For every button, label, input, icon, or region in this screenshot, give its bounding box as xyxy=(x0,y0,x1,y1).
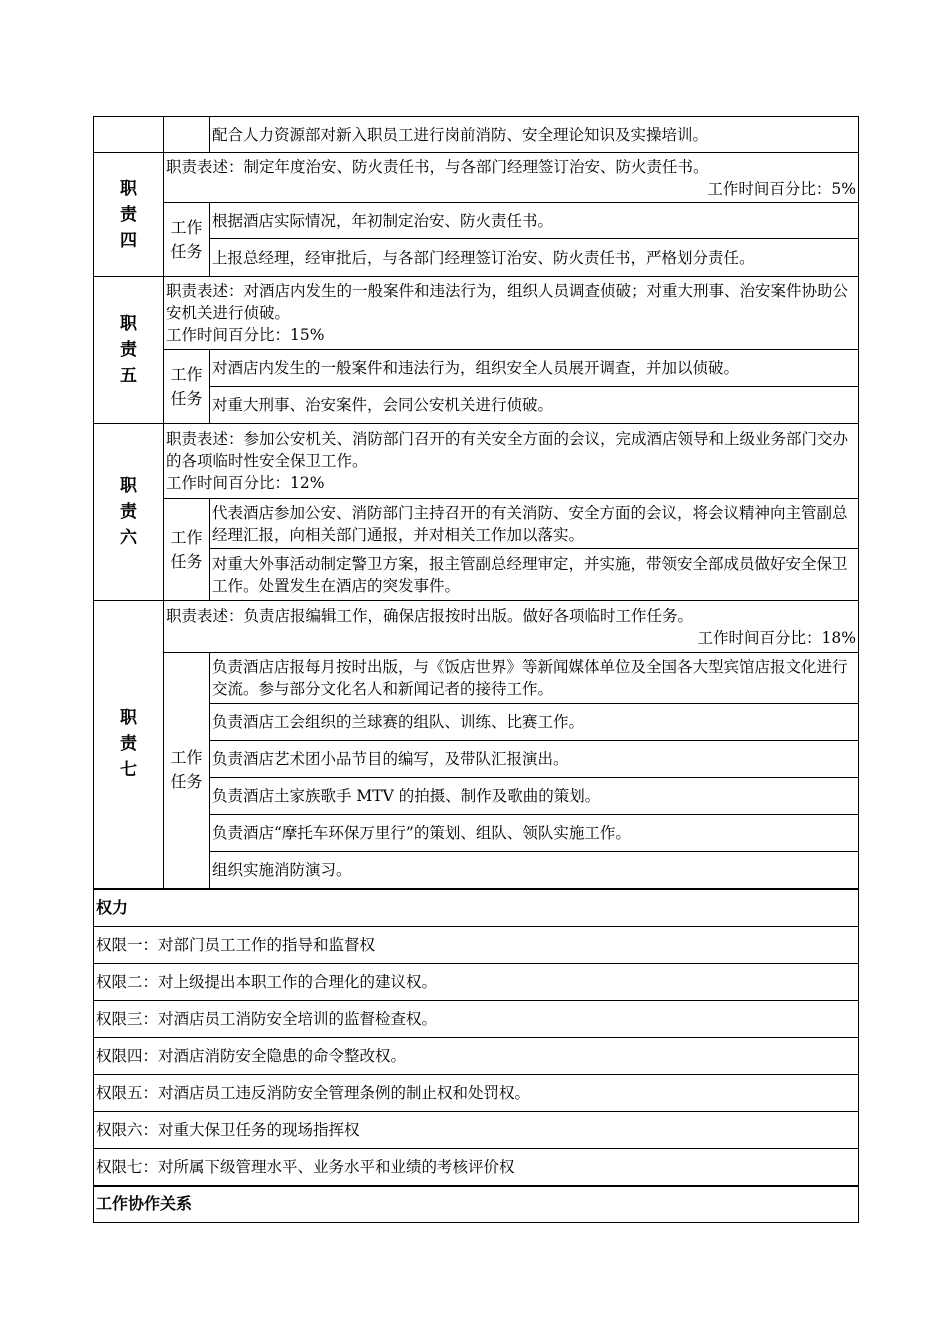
duty7-label: 职 责 七 xyxy=(94,601,164,889)
power-row xyxy=(94,1149,859,1186)
power-item: 权限六：对重大保卫任务的现场指挥权 xyxy=(94,1112,859,1149)
power-header-row xyxy=(94,889,859,927)
power-row xyxy=(94,964,859,1001)
duty7-description: 职责表述：负责店报编辑工作，确保店报按时出版。做好各项临时工作任务。 工作时间百分比：18% xyxy=(164,601,859,653)
duty7-desc-row xyxy=(94,601,859,653)
power-title: 权力 xyxy=(94,889,859,927)
task-text: 负责酒店店报每月按时出版，与《饭店世界》等新闻媒体单位及全国各大型宾馆店报文化进行交流。参与部分文化名人和新闻记者的接待工作。 xyxy=(210,653,859,704)
duty4-percent: 工作时间百分比：5% xyxy=(707,179,856,198)
task-row xyxy=(94,653,859,704)
task-text: 上报总经理，经审批后，与各部门经理签订治安、防火责任书，严格划分责任。 xyxy=(210,239,859,277)
duty4-label: 职 责 四 xyxy=(94,153,164,277)
task-text: 对重大刑事、治安案件，会同公安机关进行侦破。 xyxy=(210,387,859,424)
power-row xyxy=(94,1038,859,1075)
duty5-label: 职 责 五 xyxy=(94,277,164,424)
task-text: 负责酒店“摩托车环保万里行”的策划、组队、领队实施工作。 xyxy=(210,815,859,852)
duty7-task-label: 工作 任务 xyxy=(164,653,210,889)
job-description-sheet xyxy=(93,116,858,1223)
duty5-percent: 工作时间百分比：15% xyxy=(166,326,325,344)
task-text: 负责酒店工会组织的兰球赛的组队、训练、比赛工作。 xyxy=(210,704,859,741)
task-text: 负责酒店土家族歌手 MTV 的拍摄、制作及歌曲的策划。 xyxy=(210,778,859,815)
duty7-percent: 工作时间百分比：18% xyxy=(697,628,856,647)
task-text: 组织实施消防演习。 xyxy=(210,852,859,889)
task-text: 代表酒店参加公安、消防部门主持召开的有关消防、安全方面的会议，将会议精神向主管副总经理汇报，向相关部门通报，并对相关工作加以落实。 xyxy=(210,499,859,549)
task-text: 负责酒店艺术团小品节目的编写，及带队汇报演出。 xyxy=(210,741,859,778)
duty6-label: 职 责 六 xyxy=(94,424,164,601)
task-text: 对重大外事活动制定警卫方案，报主管副总经理审定，并实施，带领安全部成员做好安全保卫工作。处置发生在酒店的突发事件。 xyxy=(210,549,859,601)
duty6-description: 职责表述：参加公安机关、消防部门召开的有关安全方面的会议，完成酒店领导和上级业务部门交办的各项临时性安全保卫工作。 工作时间百分比：12% xyxy=(164,424,859,499)
duty6-desc-row xyxy=(94,424,859,499)
duty5-description: 职责表述：对酒店内发生的一般案件和违法行为，组织人员调查侦破；对重大刑事、治安案件协助公安机关进行侦破。 工作时间百分比：15% xyxy=(164,277,859,350)
power-item: 权限三：对酒店员工消防安全培训的监督检查权。 xyxy=(94,1001,859,1038)
duty4-description: 职责表述：制定年度治安、防火责任书，与各部门经理签订治安、防火责任书。 工作时间百分比：5% xyxy=(164,153,859,203)
task-text: 对酒店内发生的一般案件和违法行为，组织安全人员展开调查，并加以侦破。 xyxy=(210,350,859,387)
cooperation-title: 工作协作关系 xyxy=(94,1186,859,1223)
duty5-desc-row xyxy=(94,277,859,350)
duty-table xyxy=(93,116,859,1223)
duty5-task-label: 工作 任务 xyxy=(164,350,210,424)
task-row xyxy=(94,499,859,549)
task-text: 配合人力资源部对新入职员工进行岗前消防、安全理论知识及实操培训。 xyxy=(210,117,859,153)
continuation-row xyxy=(94,117,859,153)
duty6-percent: 工作时间百分比：12% xyxy=(166,474,325,492)
power-item: 权限七：对所属下级管理水平、业务水平和业绩的考核评价权 xyxy=(94,1149,859,1186)
power-item: 权限四：对酒店消防安全隐患的命令整改权。 xyxy=(94,1038,859,1075)
cooperation-header-row xyxy=(94,1186,859,1223)
duty4-task-label: 工作 任务 xyxy=(164,203,210,277)
task-text: 根据酒店实际情况，年初制定治安、防火责任书。 xyxy=(210,203,859,239)
power-row xyxy=(94,1075,859,1112)
power-row xyxy=(94,1001,859,1038)
task-row xyxy=(94,350,859,387)
power-row xyxy=(94,1112,859,1149)
duty4-desc-row xyxy=(94,153,859,203)
power-item: 权限一：对部门员工工作的指导和监督权 xyxy=(94,927,859,964)
power-row xyxy=(94,927,859,964)
power-item: 权限五：对酒店员工违反消防安全管理条例的制止权和处罚权。 xyxy=(94,1075,859,1112)
task-row xyxy=(94,203,859,239)
duty6-task-label: 工作 任务 xyxy=(164,499,210,601)
power-item: 权限二：对上级提出本职工作的合理化的建议权。 xyxy=(94,964,859,1001)
